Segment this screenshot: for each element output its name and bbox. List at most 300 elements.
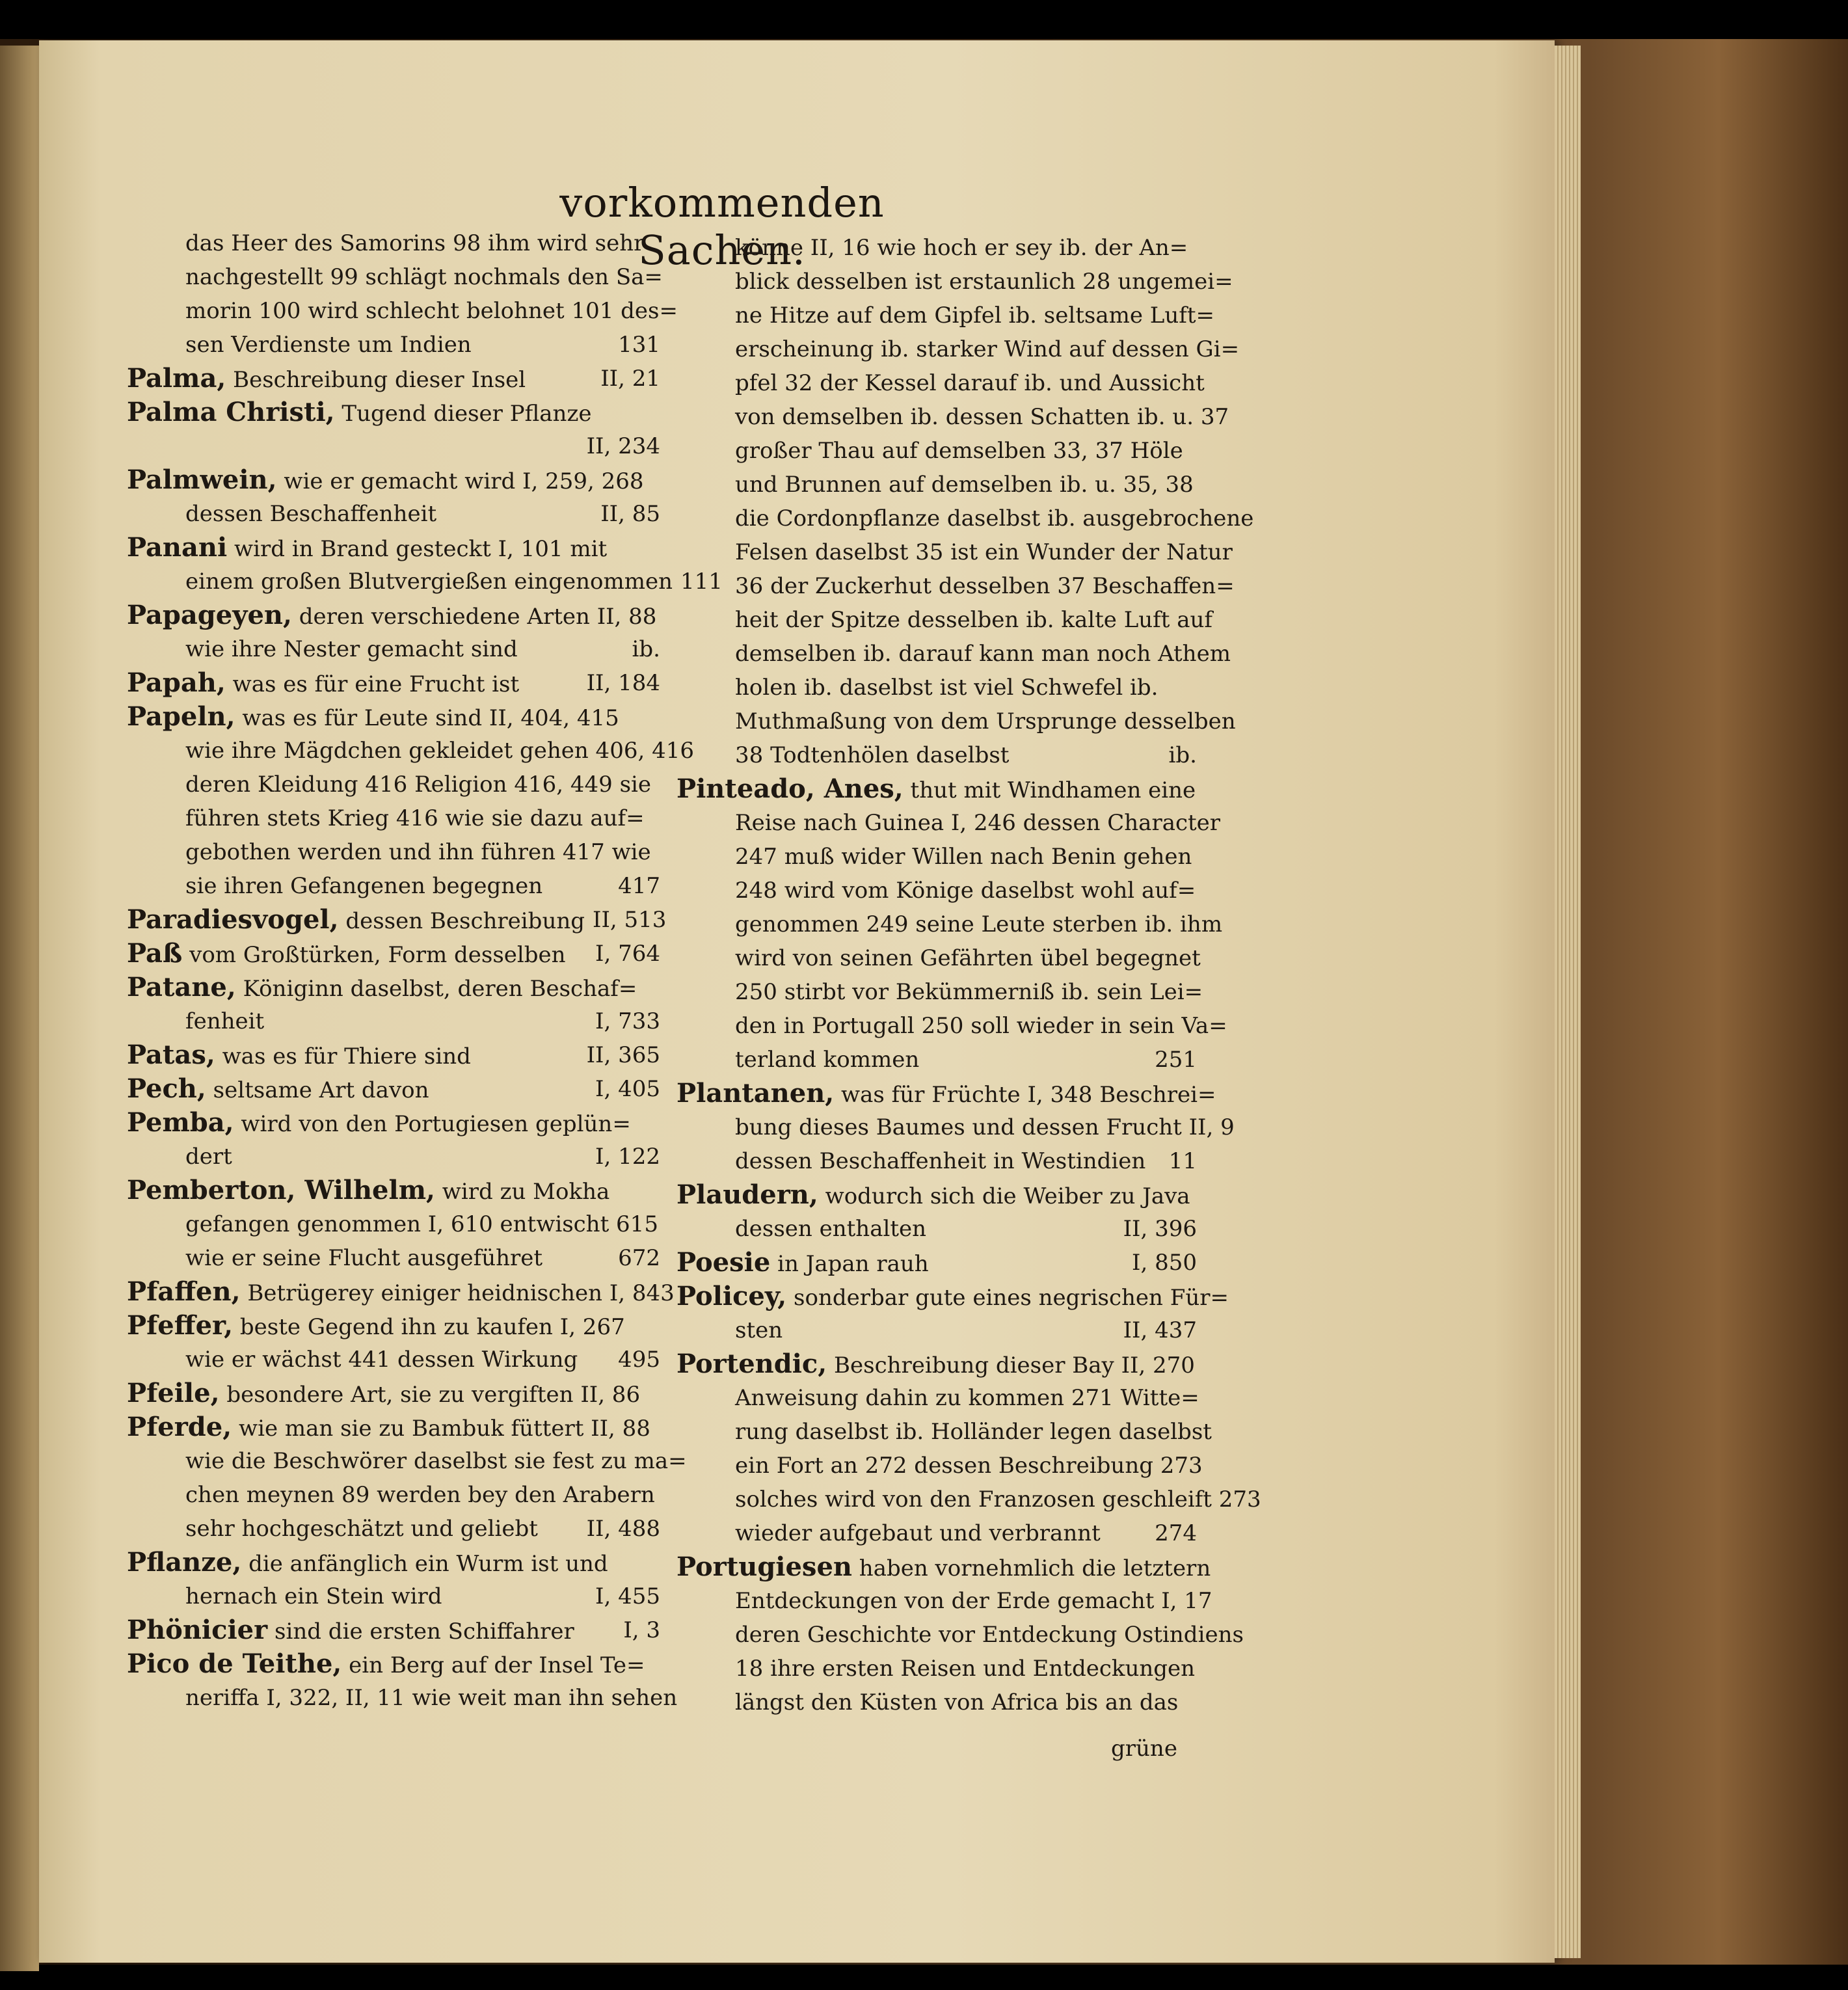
index-line [127,1681,678,1715]
index-headword: Pflanze, [127,1547,242,1578]
index-text: dert [185,1144,232,1170]
index-entry-text [735,671,1158,705]
index-entry-text [735,603,1212,637]
index-text: von demselben ib. dessen Schatten ib. u. 37 [735,404,1229,430]
index-text: gebothen werden und ihn führen 417 wie [185,839,651,865]
index-line [676,671,1197,705]
index-headword: Plantanen, [676,1078,835,1109]
index-entry-text [185,1140,232,1174]
index-text: dessen enthalten [735,1216,927,1242]
index-text: bung dieses Baumes und dessen Frucht II, 9 [735,1114,1235,1140]
index-entry-text [185,734,694,768]
index-text: und Brunnen auf demselben ib. u. 35, 38 [735,472,1194,498]
index-entry-text [735,535,1233,569]
index-entry-text [676,1077,1216,1110]
index-line [676,1313,1197,1347]
index-headword: Palma Christi, [127,397,335,427]
index-entry-text [185,1004,264,1038]
index-text: morin 100 wird schlecht belohnet 101 des= [185,298,678,324]
index-line [127,294,678,328]
index-line [127,1647,660,1681]
index-headword: Paß [127,938,183,969]
index-entry-text [735,1618,1244,1652]
index-text: 36 der Zuckerhut desselben 37 Beschaffen= [735,573,1235,599]
index-headword: Pferde, [127,1412,232,1442]
index-entry-text [735,1110,1235,1144]
index-headword: Pemberton, Wilhelm, [127,1175,435,1205]
index-entry-text [735,637,1231,671]
index-text: hernach ein Stein wird [185,1583,442,1609]
index-line [676,569,1235,603]
index-entry-text [127,531,607,565]
index-text: Königinn daselbst, deren Beschaf= [243,976,637,1002]
index-entry-text [735,1415,1212,1449]
index-headword: Pech, [127,1073,206,1104]
index-line [676,772,1197,806]
page-reference: ib. [632,636,660,662]
page-reference: 131 [618,332,660,358]
index-line [127,598,660,632]
page-reference: I, 764 [595,941,660,967]
page-reference: 111 [680,569,723,595]
page-reference: ib. [1168,742,1197,768]
index-line [676,1144,1197,1178]
index-entry-text [735,434,1183,468]
index-entry-text [185,1241,542,1275]
index-line [127,734,694,768]
page-reference: 672 [618,1245,660,1271]
index-line [127,1343,660,1377]
index-entry-text [735,231,1188,265]
index-entry-text [676,1347,1195,1381]
index-entry-text [127,1377,640,1410]
index-line [127,1275,675,1309]
index-entry-text [127,1072,429,1106]
index-entry-text [185,1478,655,1512]
index-entry-text [185,801,645,835]
index-text: was es für Thiere sind [222,1043,471,1069]
index-headword: Portendic, [676,1349,827,1379]
index-entry-text [127,1106,631,1140]
index-text: 38 Todtenhölen daselbst [735,742,1010,768]
index-entry-text [735,1313,783,1347]
index-headword: Papageyen, [127,600,292,630]
index-text: längst den Küsten von Africa bis an das [735,1689,1179,1715]
index-text: wodurch sich die Weiber zu Java [825,1183,1190,1209]
index-text: 247 muß wider Willen nach Benin gehen [735,844,1192,870]
index-text: blick desselben ist erstaunlich 28 ungemei= [735,269,1233,295]
index-text: 250 stirbt vor Bekümmerniß ib. sein Lei= [735,979,1203,1005]
index-text: nachgestellt 99 schlägt nochmals den Sa= [185,264,663,290]
index-headword: Plaudern, [676,1179,818,1210]
index-line [127,362,660,396]
index-entry-text [127,1309,625,1343]
page-reference: II, 396 [1123,1216,1197,1242]
index-headword: Panani [127,532,228,563]
index-entry-text [735,1516,1101,1550]
index-text: demselben ib. darauf kann man noch Athem [735,641,1231,667]
index-line [676,1381,1197,1415]
index-text: ein Berg auf der Insel Te= [349,1652,645,1678]
index-text: wird von seinen Gefährten übel begegnet [735,945,1201,971]
index-entry-text [127,1613,574,1647]
index-entry-text [735,299,1214,332]
index-entry-text [185,1343,578,1377]
index-entry-text [735,1483,1261,1516]
index-entry-text [676,1178,1190,1212]
index-line [127,632,660,666]
index-column-left [127,226,723,1715]
index-line [127,1174,660,1207]
index-entry-text [185,1512,538,1546]
index-line [127,971,660,1004]
index-line [676,1516,1197,1550]
index-line [676,1009,1227,1043]
index-entry-text [735,705,1236,738]
index-line [676,468,1197,502]
index-entry-text [185,1681,677,1715]
index-line [676,874,1197,908]
index-line [676,1415,1212,1449]
index-line [676,1347,1197,1381]
index-line [676,434,1197,468]
index-text: wie man sie zu Bambuk füttert II, 88 [238,1416,650,1442]
index-text: heit der Spitze desselben ib. kalte Luft auf [735,607,1212,633]
index-column-right [676,231,1261,1719]
index-entry-text [185,260,663,294]
index-entry-text [676,1246,929,1280]
index-text: seltsame Art davon [213,1077,429,1103]
page-reference: I, 455 [595,1583,660,1609]
index-text: deren verschiedene Arten II, 88 [299,604,657,630]
index-text: ein Fort an 272 dessen Beschreibung 273 [735,1453,1203,1479]
page-reference: 274 [1155,1520,1197,1546]
index-text: was es für Leute sind II, 404, 415 [242,705,619,731]
index-entry-text [185,835,651,869]
index-line [676,299,1214,332]
index-headword: Policey, [676,1281,787,1311]
page-reference: II, 437 [1123,1317,1197,1343]
index-text: Betrügerey einiger heidnischen I, 843 [247,1280,675,1306]
index-text: pfel 32 der Kessel darauf ib. und Aussicht [735,370,1205,396]
index-entry-text [735,874,1196,908]
index-text: wie ihre Nester gemacht sind [185,636,518,662]
index-entry-text [735,840,1192,874]
index-entry-text [735,569,1235,603]
index-text: Anweisung dahin zu kommen 271 Witte= [735,1385,1199,1411]
index-text: wird von den Portugiesen geplün= [241,1111,631,1137]
index-entry-text [735,400,1229,434]
index-text: sten [735,1317,783,1343]
index-line [676,502,1254,535]
index-entry-text [676,772,1196,806]
index-line [676,1178,1197,1212]
page-reference: II, 85 [600,501,660,527]
index-text: dessen Beschreibung [345,908,585,934]
index-entry-text [735,366,1205,400]
index-text: rung daselbst ib. Holländer legen daselbst [735,1419,1212,1445]
index-entry-text [735,502,1253,535]
index-text: wird zu Mokha [442,1179,610,1205]
index-line [127,1207,660,1241]
index-line [127,328,660,362]
index-line [127,1444,687,1478]
index-text: holen ib. daselbst ist viel Schwefel ib. [735,675,1158,701]
index-line [127,1613,660,1647]
index-text: besondere Art, sie zu vergiften II, 86 [226,1382,641,1408]
index-line [127,869,660,903]
index-entry-text [127,903,585,937]
index-text: Entdeckungen von der Erde gemacht I, 17 [735,1588,1212,1614]
index-line [127,835,660,869]
index-line [676,975,1203,1009]
index-text: solches wird von den Franzosen geschleift 273 [735,1486,1261,1513]
index-entry-text [735,1584,1212,1618]
page-reference: 495 [618,1347,660,1373]
index-line [676,1280,1229,1313]
page-reference: I, 405 [595,1076,660,1102]
index-entry-text [127,362,526,396]
index-text: sie ihren Gefangenen begegnen [185,873,543,899]
index-entry-text [735,265,1233,299]
index-headword: Pfeile, [127,1378,220,1408]
index-line [676,738,1197,772]
index-line [127,1410,660,1444]
index-text: das Heer des Samorins 98 ihm wird sehr [185,230,645,256]
index-entry-text [127,1647,645,1681]
index-line [127,497,660,531]
index-line [676,332,1240,366]
index-text: 18 ihre ersten Reisen und Entdeckungen [735,1656,1196,1682]
page-reference: I, 122 [595,1144,660,1170]
index-entry-text [127,1038,471,1072]
index-line [127,260,663,294]
index-text: was für Früchte I, 348 Beschrei= [841,1082,1216,1108]
index-line [127,903,667,937]
index-text: wie ihre Mägdchen gekleidet gehen 406, 416 [185,738,694,764]
index-text: vom Großtürken, Form desselben [189,942,566,968]
index-text: chen meynen 89 werden bey den Arabern [185,1482,655,1508]
index-entry-text [185,768,651,801]
index-entry-text [735,468,1194,502]
index-line [127,937,660,971]
index-line [676,1550,1211,1584]
index-text: genommen 249 seine Leute sterben ib. ihm [735,911,1223,937]
index-text: einem großen Blutvergießen eingenommen [185,569,673,595]
index-line [676,231,1197,265]
index-entry-text [735,806,1220,840]
index-text: dessen Beschaffenheit [185,501,437,527]
index-line [676,941,1201,975]
index-entry-text [127,700,619,734]
index-entry-text [127,598,656,632]
index-entry-text [127,463,644,497]
index-line [676,1110,1235,1144]
index-line [127,700,660,734]
index-entry-text [127,1275,675,1309]
index-headword: Phönicier [127,1615,268,1645]
index-text: 248 wird vom Könige daselbst wohl auf= [735,878,1196,904]
index-text: Muthmaßung von dem Ursprunge desselben [735,708,1236,734]
index-line [127,1478,660,1512]
index-text: sen Verdienste um Indien [185,332,472,358]
index-line [676,806,1221,840]
index-text: erscheinung ib. starker Wind auf dessen Gi= [735,336,1240,362]
index-text: haben vornehmlich die letztern [859,1555,1211,1581]
index-headword: Pfeffer, [127,1310,234,1341]
index-line [127,565,723,598]
index-entry-text [127,1174,609,1207]
index-headword: Pico de Teithe, [127,1648,342,1679]
index-line [127,1038,660,1072]
index-text: sind die ersten Schiffahrer [275,1619,574,1645]
index-entry-text [735,332,1239,366]
index-text: was es für eine Frucht ist [232,671,520,697]
index-text: dessen Beschaffenheit in Westindien [735,1148,1146,1174]
index-entry-text [185,294,678,328]
index-entry-text [185,1580,442,1613]
index-line [127,226,660,260]
index-line [676,1483,1261,1516]
index-text: Beschreibung dieser Insel [233,367,526,393]
index-line [676,1449,1203,1483]
index-headword: Papeln, [127,701,235,732]
index-headword: Poesie [676,1247,771,1278]
index-line [127,1512,660,1546]
index-headword: Patas, [127,1040,215,1070]
index-line [127,768,660,801]
index-line [127,429,660,463]
index-line [676,265,1233,299]
index-entry-text [735,1212,926,1246]
index-entry-text [185,497,436,531]
index-headword: Palmwein, [127,464,277,495]
index-line [127,1580,660,1613]
index-text: wie er gemacht wird I, 259, 268 [284,468,644,494]
index-entry-text [735,1144,1145,1178]
index-text: wieder aufgebaut und verbrannt [735,1520,1101,1546]
index-line [127,531,660,565]
index-text: führen stets Krieg 416 wie sie dazu auf= [185,805,645,831]
index-entry-text [735,1009,1227,1043]
index-text: wie er wächst 441 dessen Wirkung [185,1347,578,1373]
page-reference: 11 [1168,1148,1197,1174]
index-entry-text [735,1381,1199,1415]
index-headword: Pfaffen, [127,1276,241,1307]
page-reference: II, 184 [586,670,660,696]
page-reference: II, 21 [600,366,660,392]
index-headword: Pemba, [127,1107,234,1138]
index-entry-text [735,1652,1195,1686]
index-entry-text [735,1043,919,1077]
index-headword: Papah, [127,667,226,698]
index-entry-text [127,1546,608,1580]
index-line [127,1004,660,1038]
index-entry-text [185,328,472,362]
index-line [127,666,660,700]
left-page-edge [0,46,39,1971]
index-line [676,1686,1197,1719]
index-text: Tugend dieser Pflanze [341,401,592,427]
index-line [127,1072,660,1106]
index-line [676,1077,1216,1110]
index-line [676,535,1233,569]
index-entry-text [127,1410,650,1444]
index-entry-text [127,971,637,1004]
index-entry-text [735,908,1222,941]
page-reference: II, 234 [586,433,660,459]
index-entry-text [676,1280,1229,1313]
page-edges [1555,46,1581,1958]
index-text: sehr hochgeschätzt und geliebt [185,1516,538,1542]
index-text: deren Geschichte vor Entdeckung Ostindiens [735,1622,1244,1648]
index-text: könne II, 16 wie hoch er sey ib. der An= [735,235,1188,261]
index-text: sonderbar gute eines negrischen Für= [794,1285,1229,1311]
index-line [676,908,1223,941]
index-text: wird in Brand gesteckt I, 101 mit [234,536,608,562]
index-text: großer Thau auf demselben 33, 37 Höle [735,438,1183,464]
page-reference: II, 365 [586,1042,660,1068]
index-headword: Portugiesen [676,1552,852,1582]
index-headword: Palma, [127,363,226,394]
index-entry-text [735,975,1203,1009]
index-text: die Cordonpflanze daselbst ib. ausgebrochene [735,505,1254,531]
page-reference: 251 [1155,1047,1197,1073]
index-text: deren Kleidung 416 Religion 416, 449 sie [185,772,652,798]
index-text: in Japan rauh [777,1251,929,1277]
index-entry-text [185,1444,687,1478]
index-entry-text [185,565,673,598]
index-line [127,463,660,497]
index-line [676,1584,1212,1618]
index-entry-text [127,666,519,700]
index-text: ne Hitze auf dem Gipfel ib. seltsame Luft= [735,303,1214,329]
catchword: grüne [1111,1736,1177,1762]
index-line [676,705,1236,738]
index-line [676,1652,1197,1686]
index-text: fenheit [185,1008,265,1034]
index-text: gefangen genommen I, 610 entwischt 615 [185,1211,658,1237]
index-text: thut mit Windhamen eine [910,777,1196,803]
page-reference: I, 733 [595,1008,660,1034]
index-entry-text [185,1207,658,1241]
index-line [676,400,1229,434]
index-entry-text [127,937,566,971]
index-line [127,1546,660,1580]
index-text: die anfänglich ein Wurm ist und [248,1551,608,1577]
index-text: terland kommen [735,1047,920,1073]
index-text: Felsen daselbst 35 ist ein Wunder der Natur [735,539,1233,565]
index-text: Beschreibung dieser Bay II, 270 [834,1352,1195,1378]
index-entry-text [185,226,644,260]
index-entry-text [127,396,591,429]
index-line [676,1618,1244,1652]
index-entry-text [185,632,518,666]
page-reference: 417 [618,873,660,899]
index-entry-text [676,1550,1211,1584]
index-headword: Paradiesvogel, [127,904,339,935]
index-line [127,1140,660,1174]
index-line [127,1106,660,1140]
index-line [676,603,1212,637]
index-text: wie die Beschwörer daselbst sie fest zu ma= [185,1448,687,1474]
index-line [676,840,1197,874]
index-line [127,801,660,835]
index-text: beste Gegend ihn zu kaufen I, 267 [239,1314,625,1340]
index-line [676,1246,1197,1280]
index-line [127,1309,660,1343]
index-text: neriffa I, 322, II, 11 wie weit man ihn sehen [185,1685,678,1711]
